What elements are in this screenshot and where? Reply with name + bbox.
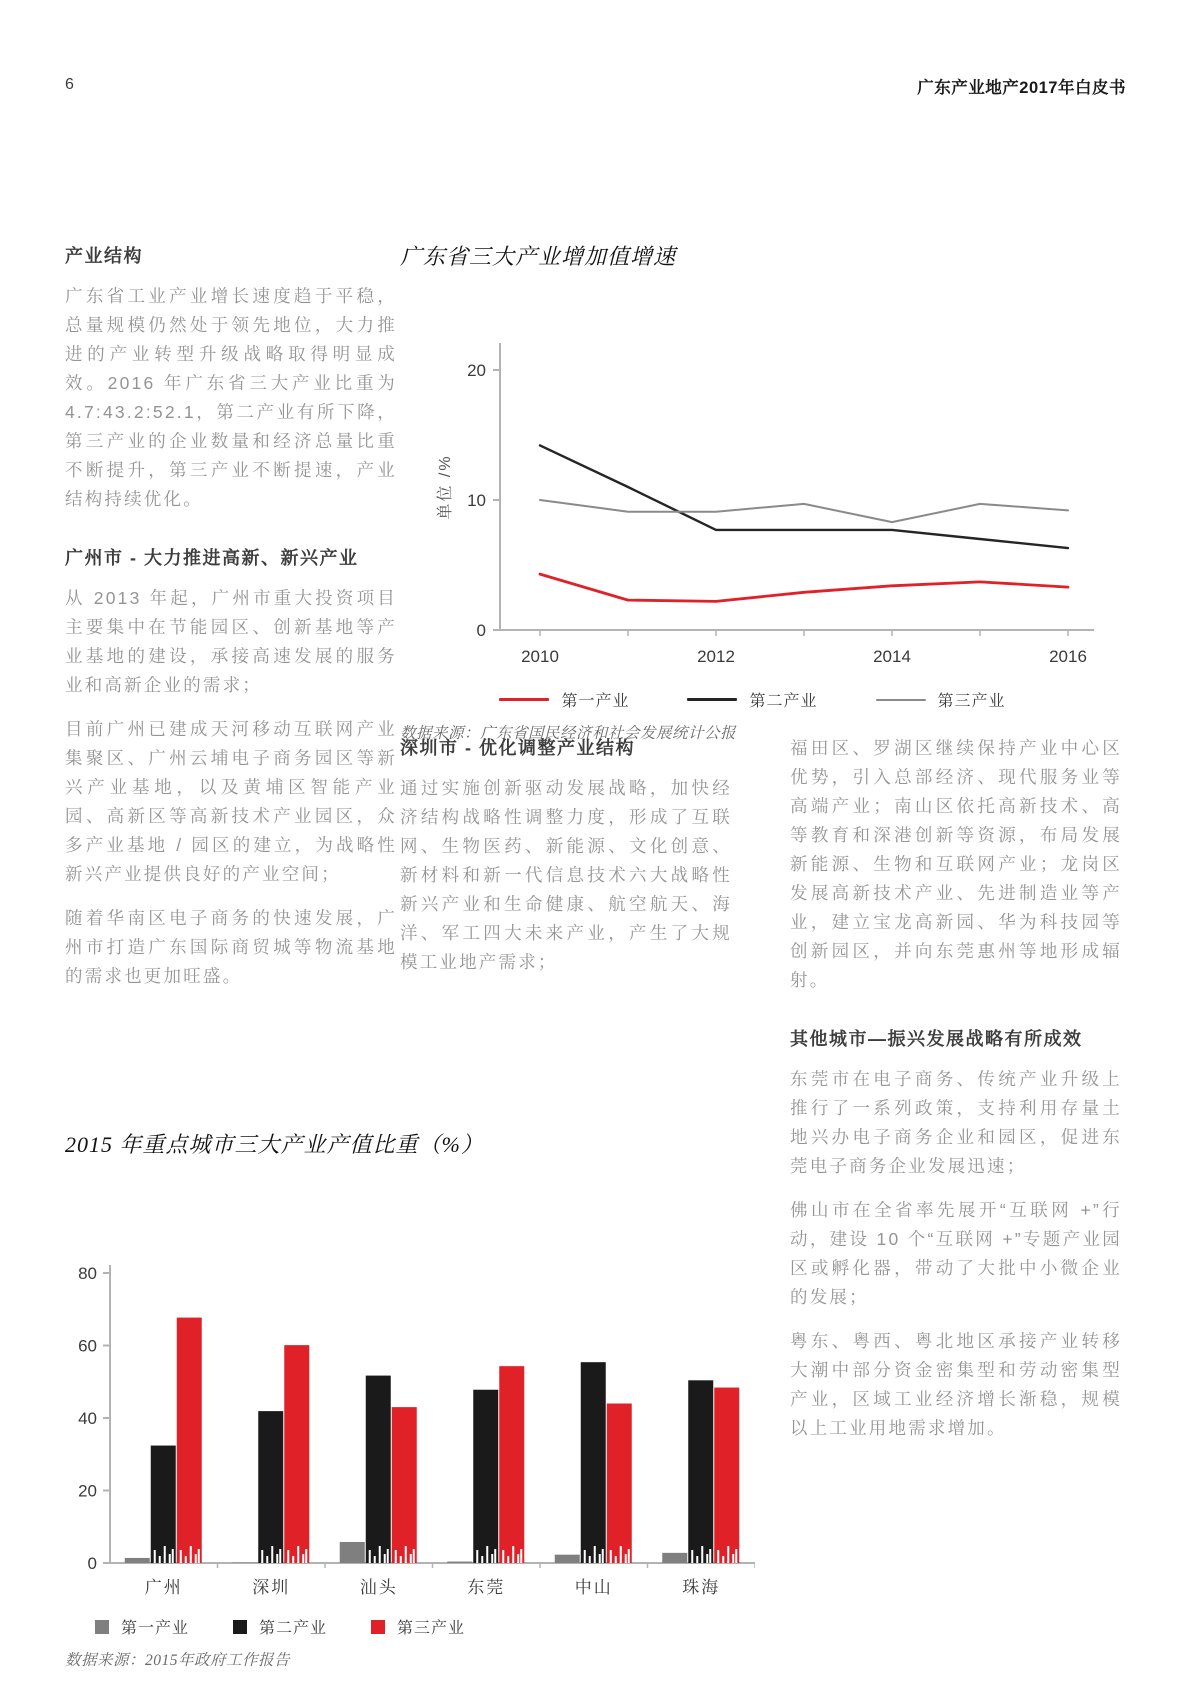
document-title: 广东产业地产2017年白皮书 bbox=[917, 79, 1126, 97]
bar-深圳-2 bbox=[284, 1345, 309, 1563]
paragraph: 广东省工业产业增长速度趋于平稳，总量规模仍然处于领先地位，大力推进的产业转型升级战略取得明显成效。2016 年广东省三大产业比重为 4.7:43.2:52.1，第二产业有所下降，第三产业的企业数量和经济总量比重不断提升，第三产业不断提速，产业结构持续优化。 bbox=[65, 286, 397, 509]
line-series-0 bbox=[540, 574, 1068, 601]
bar-汕头-0 bbox=[340, 1542, 365, 1563]
bar-广州-2 bbox=[177, 1318, 202, 1563]
page-number: 6 bbox=[65, 76, 74, 93]
bar-广州-1 bbox=[151, 1446, 176, 1563]
bar-chart bbox=[65, 1173, 755, 1601]
paragraph: 目前广州已建成天河移动互联网产业集聚区、广州云埔电子商务园区等新兴产业基地，以及黄埔区智能产业园、高新区等高新技术产业园区，众多产业基地 / 园区的建立，为战略性新兴产业提供良好的产业空间； bbox=[65, 719, 397, 884]
paragraph: 福田区、罗湖区继续保持产业中心区优势，引入总部经济、现代服务业等高端产业；南山区依托高新技术、高等教育和深港创新等资源，布局发展新能源、生物和互联网产业；龙岗区发展高新技术产业、先进制造业等产业，建立宝龙高新园、华为科技园等创新园区，并向东莞惠州等地形成辐射。 bbox=[790, 738, 1122, 990]
legend-item-secondary bbox=[687, 688, 817, 711]
svg-text:珠海: 珠海 bbox=[682, 1578, 721, 1597]
svg-text:东莞: 东莞 bbox=[467, 1578, 506, 1597]
bar-chart-source: 数据来源：2015年政府工作报告 bbox=[65, 1652, 291, 1669]
paragraph: 随着华南区电子商务的快速发展，广州市打造广东国际商贸城等物流基地的需求也更加旺盛。 bbox=[65, 908, 397, 986]
bar-珠海-1 bbox=[688, 1380, 713, 1563]
paragraph: 粤东、粤西、粤北地区承接产业转移大潮中部分资金密集型和劳动密集型产业，区域工业经济增长渐稳，规模以上工业用地需求增加。 bbox=[790, 1331, 1122, 1438]
bar-汕头-2 bbox=[392, 1407, 417, 1563]
svg-text:2012: 2012 bbox=[697, 647, 735, 666]
legend-item-primary bbox=[499, 688, 629, 711]
bar-中山-2 bbox=[607, 1404, 632, 1564]
right-column bbox=[790, 734, 1122, 1458]
legend-item-primary bbox=[95, 1615, 189, 1638]
legend-item-secondary bbox=[233, 1615, 327, 1638]
bar-chart-legend bbox=[65, 1615, 755, 1638]
svg-text:单位 /%: 单位 /% bbox=[437, 454, 454, 520]
line-series-2 bbox=[540, 500, 1068, 522]
bar-广州-0 bbox=[125, 1558, 150, 1563]
black-square-swatch-icon bbox=[233, 1620, 247, 1634]
legend-label: 第二产业 bbox=[259, 1620, 328, 1637]
svg-text:2014: 2014 bbox=[873, 647, 911, 666]
line-series-1 bbox=[540, 445, 1068, 548]
section-heading-industry-structure: 产业结构 bbox=[65, 246, 143, 266]
svg-text:2010: 2010 bbox=[521, 647, 559, 666]
legend-item-tertiary bbox=[371, 1615, 465, 1638]
svg-text:60: 60 bbox=[78, 1336, 97, 1356]
middle-column bbox=[400, 734, 732, 992]
paragraph: 从 2013 年起，广州市重大投资项目主要集中在节能园区、创新基地等产业基地的建设，承接高速发展的服务业和高新企业的需求； bbox=[65, 588, 397, 695]
legend-label: 第一产业 bbox=[561, 693, 630, 710]
left-column bbox=[65, 242, 397, 1006]
svg-text:深圳: 深圳 bbox=[252, 1578, 291, 1597]
bar-珠海-2 bbox=[714, 1388, 739, 1563]
svg-text:80: 80 bbox=[78, 1264, 97, 1283]
bar-chart-title: 2015 年重点城市三大产业产值比重（%） bbox=[65, 1132, 484, 1157]
bar-珠海-0 bbox=[662, 1553, 687, 1563]
paragraph: 佛山市在全省率先展开“互联网 +”行动，建设 10 个“互联网 +”专题产业园区或孵化器，带动了大批中小微企业的发展； bbox=[790, 1200, 1122, 1307]
bar-东莞-2 bbox=[499, 1366, 524, 1563]
section-heading-guangzhou: 广州市 - 大力推进高新、新兴产业 bbox=[65, 548, 359, 568]
svg-text:0: 0 bbox=[476, 621, 486, 640]
svg-text:广州: 广州 bbox=[144, 1578, 183, 1597]
svg-text:2016: 2016 bbox=[1049, 647, 1087, 666]
bar-深圳-1 bbox=[258, 1411, 283, 1563]
bar-汕头-1 bbox=[366, 1376, 391, 1563]
gray-line-swatch-icon bbox=[876, 699, 926, 701]
gray-square-swatch-icon bbox=[95, 1620, 109, 1634]
svg-text:40: 40 bbox=[78, 1409, 97, 1428]
svg-text:10: 10 bbox=[467, 491, 486, 510]
svg-text:20: 20 bbox=[78, 1481, 97, 1501]
line-chart-title: 广东省三大产业增加值增速 bbox=[400, 244, 677, 269]
line-chart bbox=[400, 285, 1105, 682]
bar-东莞-1 bbox=[473, 1390, 498, 1563]
bar-中山-0 bbox=[555, 1555, 580, 1563]
svg-text:0: 0 bbox=[87, 1554, 97, 1573]
bar-chart-block bbox=[65, 1128, 755, 1670]
red-line-swatch-icon bbox=[499, 698, 549, 701]
legend-label: 第三产业 bbox=[397, 1620, 466, 1637]
red-square-swatch-icon bbox=[371, 1620, 385, 1634]
section-heading-shenzhen: 深圳市 - 优化调整产业结构 bbox=[400, 738, 635, 758]
line-chart-source: 数据来源：广东省国民经济和社会发展统计公报 bbox=[400, 725, 737, 742]
line-chart-block bbox=[400, 240, 1105, 743]
legend-item-tertiary bbox=[876, 688, 1006, 711]
black-line-swatch-icon bbox=[687, 698, 737, 701]
svg-text:汕头: 汕头 bbox=[359, 1578, 398, 1597]
legend-label: 第一产业 bbox=[121, 1620, 190, 1637]
bar-中山-1 bbox=[581, 1362, 606, 1563]
bar-东莞-0 bbox=[447, 1562, 472, 1563]
svg-text:20: 20 bbox=[467, 361, 486, 380]
paragraph: 东莞市在电子商务、传统产业升级上推行了一系列政策，支持利用存量土地兴办电子商务企业和园区，促进东莞电子商务企业发展迅速； bbox=[790, 1069, 1122, 1176]
legend-label: 第三产业 bbox=[937, 693, 1006, 710]
section-heading-other-cities: 其他城市—振兴发展战略有所成效 bbox=[790, 1029, 1083, 1049]
paragraph: 通过实施创新驱动发展战略，加快经济结构战略性调整力度，形成了互联网、生物医药、新能源、文化创意、新材料和新一代信息技术六大战略性新兴产业和生命健康、航空航天、海洋、军工四大未来产业，产生了大规模工业地产需求； bbox=[400, 778, 732, 972]
legend-label: 第二产业 bbox=[749, 693, 818, 710]
svg-text:中山: 中山 bbox=[574, 1578, 613, 1597]
line-chart-legend bbox=[400, 688, 1105, 711]
